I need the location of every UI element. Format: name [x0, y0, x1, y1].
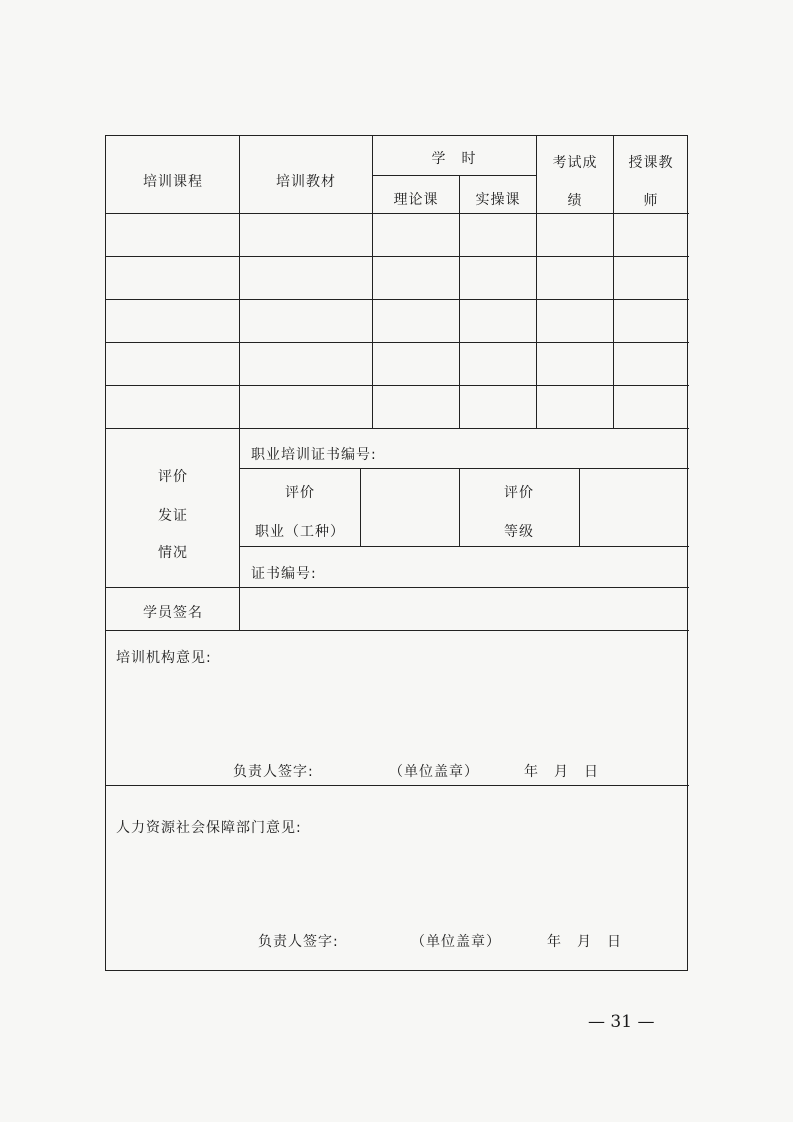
training-cert-number-label: 职业培训证书编号: [251, 447, 377, 463]
rule [579, 468, 580, 546]
rule [106, 213, 689, 214]
institution-seal-label: （单位盖章） [389, 764, 479, 780]
teacher-header-line1: 授课教 [628, 155, 674, 171]
hours-header: 学 时 [431, 151, 477, 167]
hr-signer-label: 负责人签字: [258, 934, 339, 950]
rule [106, 385, 689, 386]
theory-header: 理论课 [393, 192, 439, 208]
rule [459, 175, 460, 428]
practice-header: 实操课 [475, 192, 521, 208]
teacher-header-line2: 师 [643, 193, 659, 209]
institution-date-label: 年 月 日 [524, 764, 599, 780]
rule [106, 428, 689, 429]
rule [106, 256, 689, 257]
rule [372, 175, 536, 176]
level-label-line2: 等级 [504, 524, 534, 540]
rule [106, 342, 689, 343]
rule [106, 785, 689, 786]
hr-seal-label: （单位盖章） [411, 934, 501, 950]
course-header: 培训课程 [143, 174, 203, 190]
evaluation-label-line2: 发证 [158, 508, 188, 524]
rule [106, 587, 689, 588]
rule [459, 468, 460, 546]
certificate-number-label: 证书编号: [251, 566, 317, 582]
student-signature-label: 学员签名 [143, 605, 203, 621]
rule [106, 630, 689, 631]
rule [360, 468, 361, 546]
exam-score-header-line1: 考试成 [552, 155, 598, 171]
rule [239, 468, 689, 469]
textbook-header: 培训教材 [276, 174, 336, 190]
occupation-label-line1: 评价 [285, 485, 315, 501]
training-record-form [105, 135, 688, 971]
institution-signer-label: 负责人签字: [233, 764, 314, 780]
rule [372, 136, 373, 428]
page-number: — 31 — [588, 1012, 655, 1032]
evaluation-label-line3: 情况 [158, 545, 188, 561]
rule [239, 136, 240, 630]
institution-opinion-label: 培训机构意见: [116, 650, 212, 666]
exam-score-header-line2: 绩 [567, 193, 583, 209]
hr-opinion-label: 人力资源社会保障部门意见: [116, 820, 302, 836]
hr-date-label: 年 月 日 [547, 934, 622, 950]
level-label-line1: 评价 [504, 485, 534, 501]
rule [536, 136, 537, 428]
occupation-label-line2: 职业（工种） [255, 524, 345, 540]
rule [613, 136, 614, 428]
rule [106, 299, 689, 300]
evaluation-label-line1: 评价 [158, 469, 188, 485]
rule [239, 546, 689, 547]
